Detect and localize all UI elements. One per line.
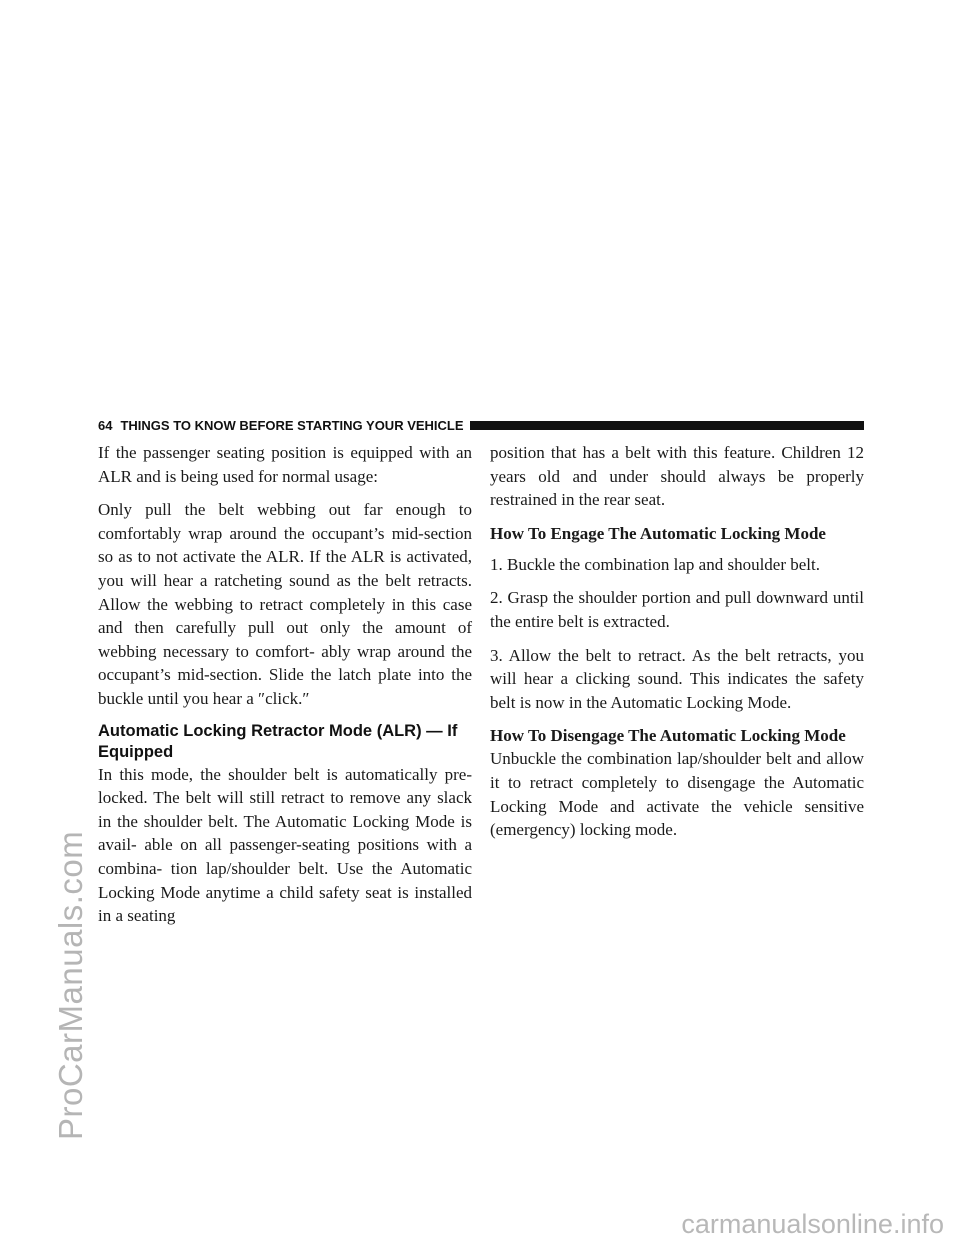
paragraph-disengage: Unbuckle the combination lap/shoulder belt and allow it to retract completely to disengage the Automatic Locking Mode and activate the vehicle sensitive (emergency) locking mode. [490,749,864,840]
heading-disengage: How To Disengage The Automatic Locking Mode [490,726,846,746]
section-title: THINGS TO KNOW BEFORE STARTING YOUR VEHICLE [120,417,464,433]
left-column [98,441,472,928]
heading-engage: How To Engage The Automatic Locking Mode [490,523,826,543]
page-header [98,416,864,434]
paragraph-alr-intro: If the passenger seating position is equipped with an ALR and is being used for normal usage: [98,443,472,486]
step-1: 1. Buckle the combination lap and shoulder belt. [490,554,821,574]
paragraph-continued: position that has a belt with this feature. Children 12 years old and under should always be properly restrained in the rear seat. [490,443,864,510]
step-2: 2. Grasp the shoulder portion and pull downward until the entire belt is extracted. [490,588,864,631]
side-watermark: ProCarManuals.com [52,830,89,1140]
step-3: 3. Allow the belt to retract. As the belt retracts, you will hear a clicking sound. This indicates the safety belt is now in the Automatic Locking Mode. [490,645,864,712]
paragraph-belt-webbing: Only pull the belt webbing out far enough to comfortably wrap around the occupant’s mid-section so as to not activate the ALR. If the ALR is activated, you will hear a ratcheting sound as the belt retracts. Allow the webbing to retract completely in this case and then carefully pull out only the amount of webbing necessary to comfort- ably wrap around the occupant’s mid-section. Slide the latch plate into the buckle until you hear a ″click.″ [98,500,472,708]
paragraph-alr-mode: In this mode, the shoulder belt is automatically pre- locked. The belt will still retract to remove any slack in the shoulder belt. The Automatic Locking Mode is avail- able on all passenger-seating positions with a combina- tion lap/shoulder belt. Use the Automatic Locking Mode anytime a child safety seat is installed in a seating [98,764,472,926]
header-rule [470,421,864,430]
heading-alr-mode: Automatic Locking Retractor Mode (ALR) — If Equipped [98,721,458,761]
bottom-watermark: carmanualsonline.info [681,1209,944,1239]
page-number: 64 [98,417,113,433]
right-column [490,441,864,852]
